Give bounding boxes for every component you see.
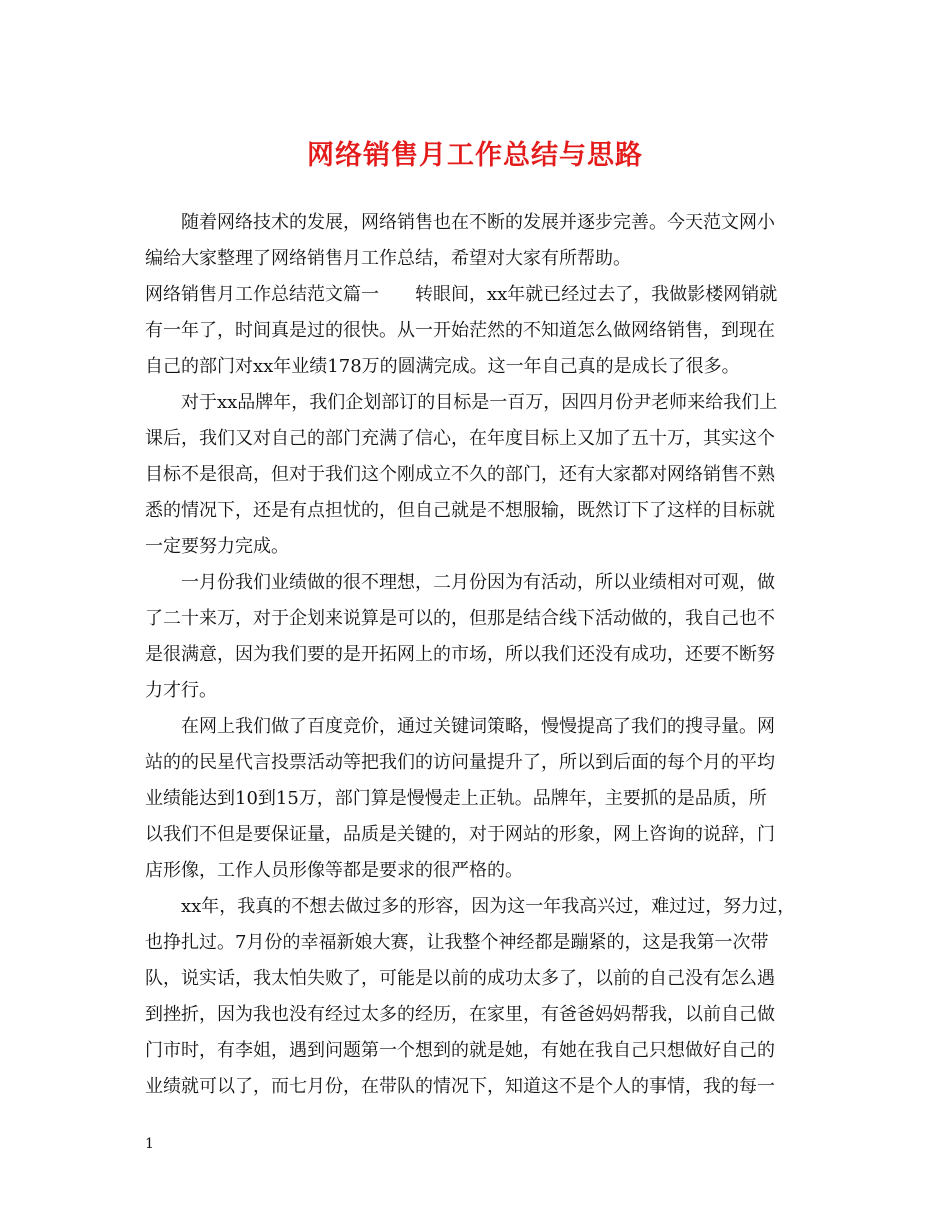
text-line: 对于xx品牌年，我们企划部订的目标是一百万，因四月份尹老师来给我们上: [181, 392, 778, 413]
text-line: 在网上我们做了百度竞价，通过关键词策略，慢慢提高了我们的搜寻量。网: [181, 716, 775, 737]
text-line: xx年，我真的不想去做过多的形容，因为这一年我高兴过，难过过，努力过，: [181, 896, 796, 917]
text-line: 也挣扎过。7月份的幸福新娘大赛，让我整个神经都是蹦紧的，这是我第一次带: [145, 932, 769, 953]
text-line: 站的的民星代言投票活动等把我们的访问量提升了，所以到后面的每个月的平均: [145, 752, 775, 773]
text-line: 是很满意，因为我们要的是开拓网上的市场，所以我们还没有成功，还要不断努: [145, 644, 775, 665]
text-line: 业绩就可以了，而七月份，在带队的情况下，知道这不是个人的事情，我的每一: [145, 1076, 775, 1097]
page-number: 1: [145, 1136, 154, 1152]
text-line: 课后，我们又对自己的部门充满了信心，在年度目标上又加了五十万，其实这个: [145, 428, 775, 449]
text-line: 随着网络技术的发展，网络销售也在不断的发展并逐步完善。今天范文网小: [181, 212, 775, 233]
text-line: 自己的部门对xx年业绩178万的圆满完成。这一年自己真的是成长了很多。: [145, 356, 740, 377]
text-line: 以我们不但是要保证量，品质是关键的，对于网站的形象，网上咨询的说辞，门: [145, 824, 775, 845]
text-line: 编给大家整理了网络销售月工作总结，希望对大家有所帮助。: [145, 248, 631, 269]
text-line: 门市时，有李姐，遇到问题第一个想到的就是她，有她在我自己只想做好自己的: [145, 1040, 775, 1061]
document-title: 网络销售月工作总结与思路: [307, 140, 643, 171]
text-line: 网络销售月工作总结范文篇一 转眼间，xx年就已经过去了，我做影楼网销就: [145, 284, 778, 305]
text-line: 悉的情况下，还是有点担忧的，但自己就是不想服输，既然订下了这样的目标就: [145, 500, 775, 521]
text-line: 一定要努力完成。: [145, 536, 289, 557]
text-line: 力才行。: [145, 680, 217, 701]
document-body: [145, 205, 815, 1105]
text-line: 到挫折，因为我也没有经过太多的经历，在家里，有爸爸妈妈帮我，以前自己做: [145, 1004, 775, 1025]
text-line: 目标不是很高，但对于我们这个刚成立不久的部门，还有大家都对网络销售不熟: [145, 464, 775, 485]
text-line: 店形像，工作人员形像等都是要求的很严格的。: [145, 860, 523, 881]
text-line: 一月份我们业绩做的很不理想，二月份因为有活动，所以业绩相对可观，做: [181, 572, 775, 593]
text-line: 有一年了，时间真是过的很快。从一开始茫然的不知道怎么做网络销售，到现在: [145, 320, 775, 341]
text-line: 业绩能达到10到15万，部门算是慢慢走上正轨。品牌年，主要抓的是品质，所: [145, 788, 767, 809]
text-line: 了二十来万，对于企划来说算是可以的，但那是结合线下活动做的，我自己也不: [145, 608, 775, 629]
text-line: 队，说实话，我太怕失败了，可能是以前的成功太多了，以前的自己没有怎么遇: [145, 968, 775, 989]
